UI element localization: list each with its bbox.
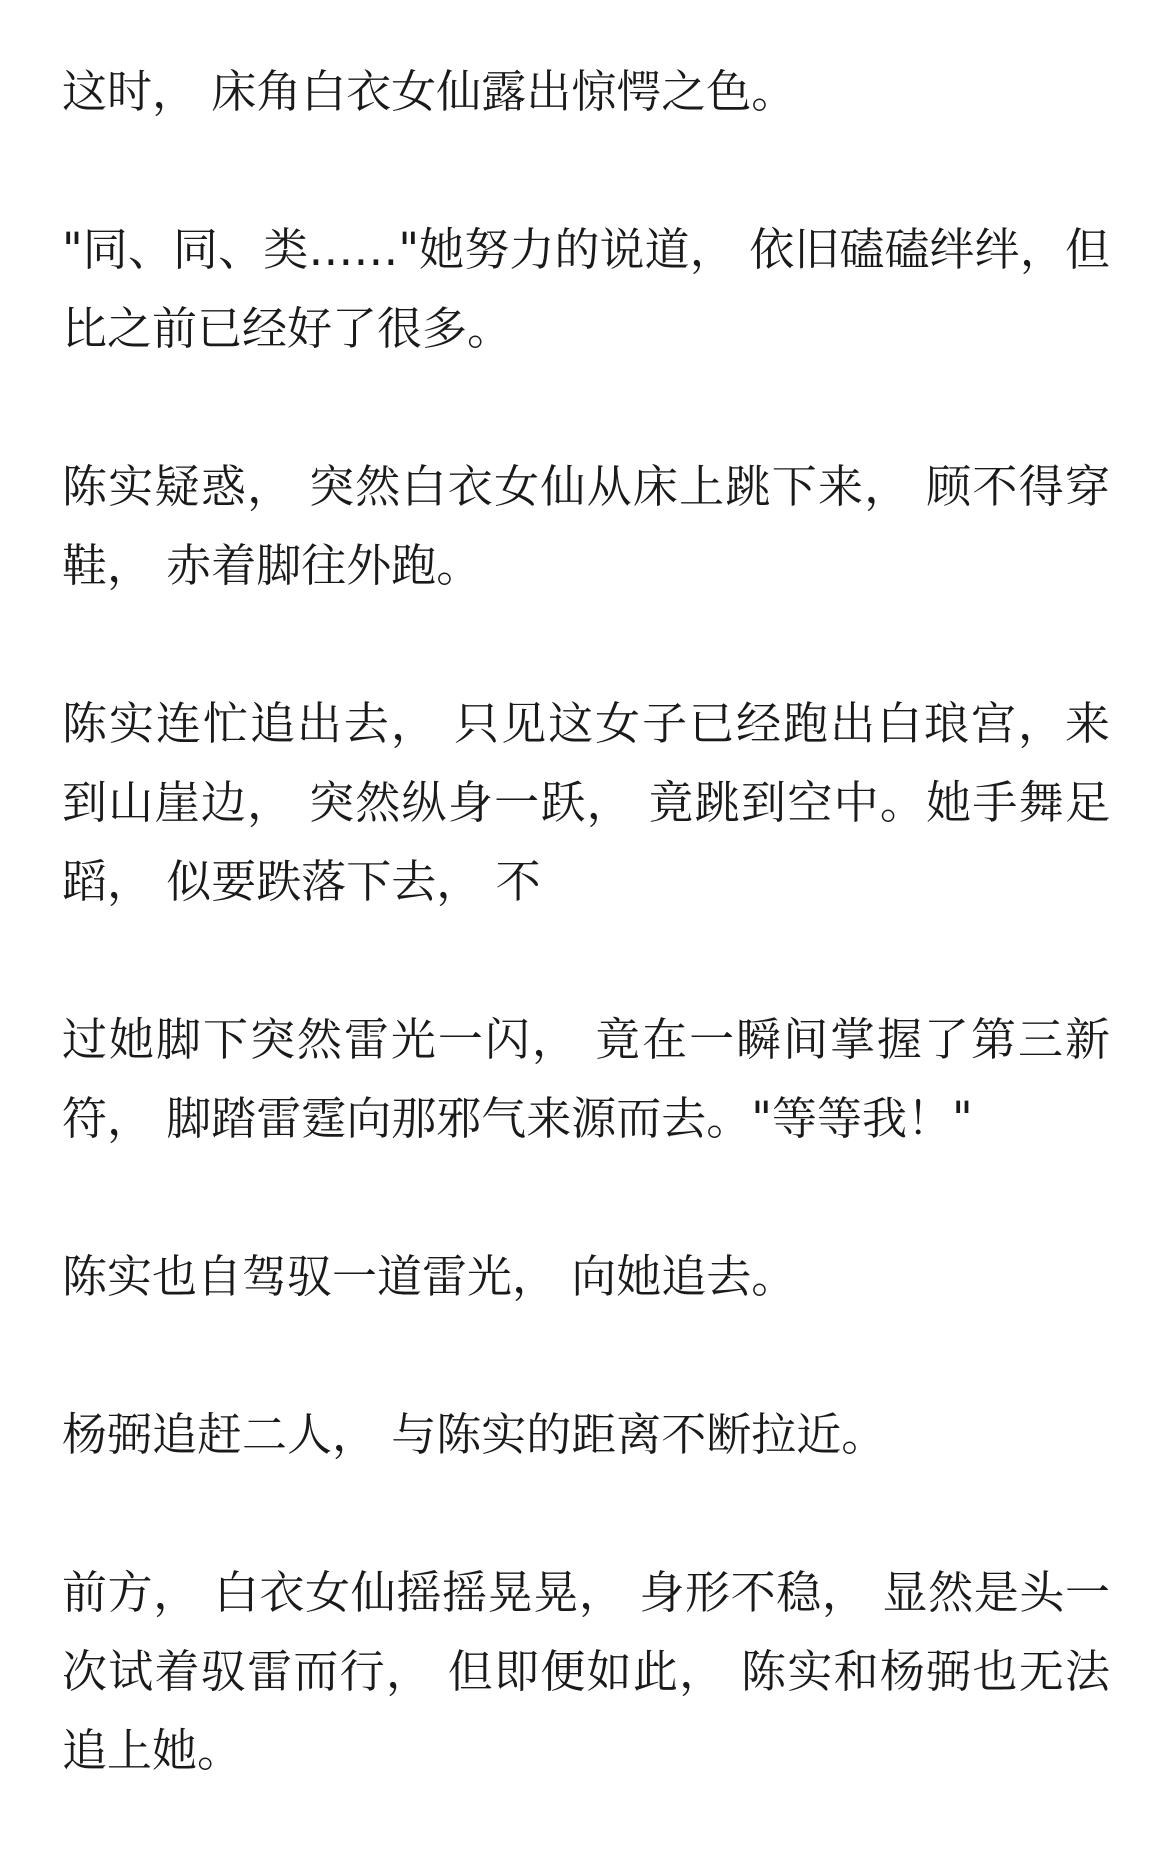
paragraph-2: "同、同、类……"她努力的说道， 依旧磕磕绊绊，但比之前已经好了很多。 [62, 223, 1110, 355]
paragraph-1: 这时， 床角白衣女仙露出惊愕之色。 [62, 65, 797, 118]
paragraph-7: 杨弼追赶二人， 与陈实的距离不断拉近。 [62, 1408, 887, 1461]
paragraph-4: 陈实连忙追出去， 只见这女子已经跑出白琅宫，来到山崖边， 突然纵身一跃， 竟跳到空中。她手舞足蹈， 似要跌落下去， 不 [62, 697, 1110, 908]
paragraph-3: 陈实疑惑， 突然白衣女仙从床上跳下来， 顾不得穿鞋， 赤着脚往外跑。 [62, 460, 1110, 592]
paragraph-8: 前方， 白衣女仙摇摇晃晃， 身形不稳， 显然是头一次试着驭雷而行， 但即便如此， 陈实和杨弼也无法追上她。 [62, 1566, 1110, 1777]
paragraph-6: 陈实也自驾驭一道雷光， 向她追去。 [62, 1250, 797, 1303]
paragraph-5: 过她脚下突然雷光一闪， 竟在一瞬间掌握了第三新符， 脚踏雷霆向那邪气来源而去。"等等我！" [62, 1013, 1110, 1145]
